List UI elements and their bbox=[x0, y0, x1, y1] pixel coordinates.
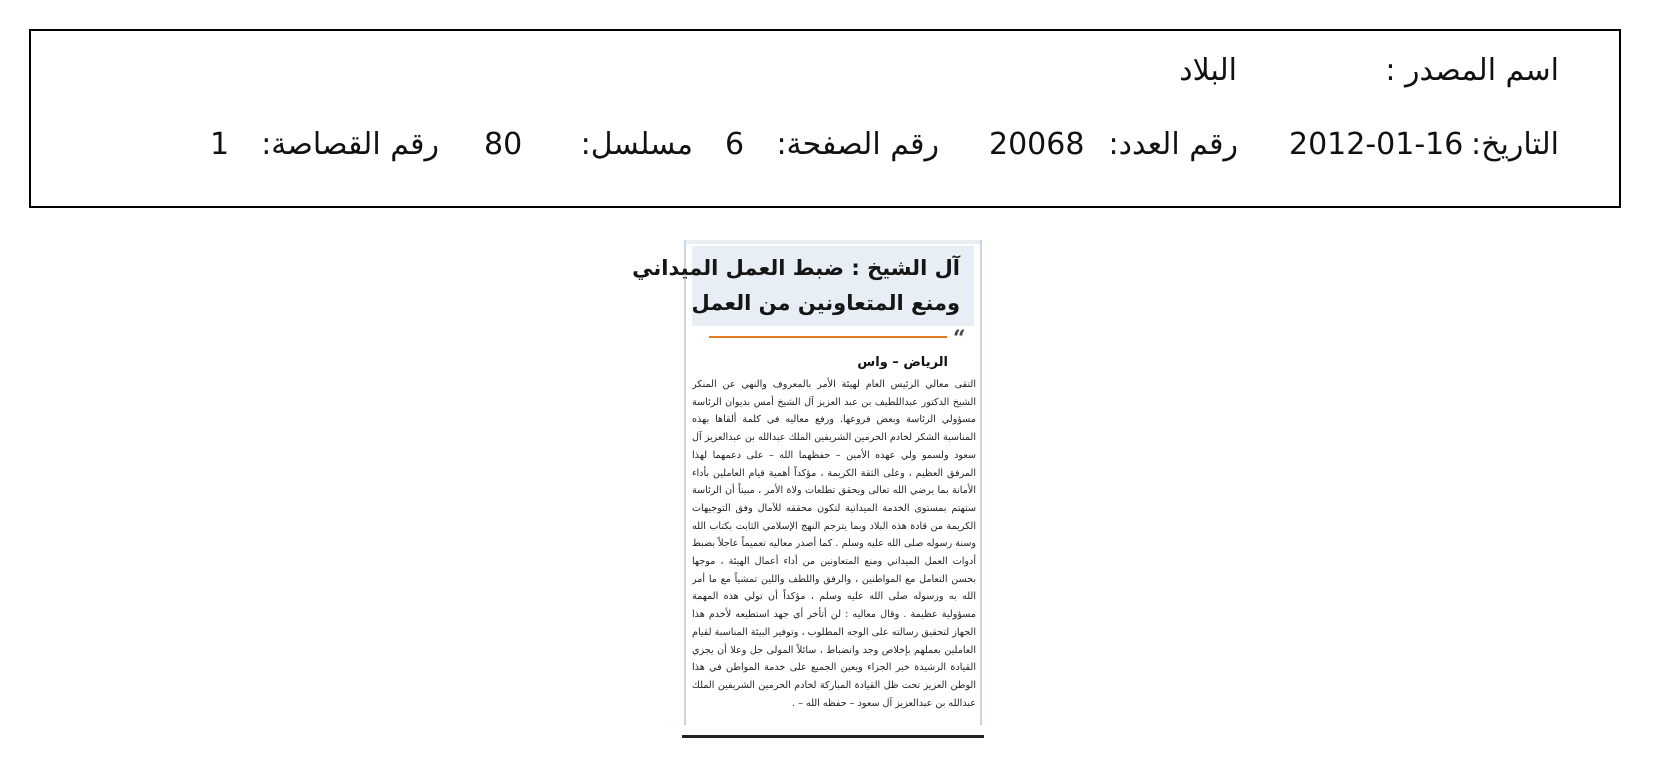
issue-value: 20068 bbox=[989, 127, 1085, 162]
source-label: اسم المصدر : bbox=[1385, 53, 1559, 88]
source-info-box bbox=[29, 29, 1621, 208]
issue-label: رقم العدد: bbox=[1108, 127, 1238, 162]
newspaper-clipping bbox=[632, 240, 982, 725]
accent-rule bbox=[709, 336, 947, 338]
dateline: الرياض – واس bbox=[857, 355, 948, 370]
source-value: البلاد bbox=[1179, 53, 1237, 88]
clipping-top-edge bbox=[686, 240, 980, 244]
page-label: رقم الصفحة: bbox=[776, 127, 939, 162]
article-body: التقى معالي الرئيس العام لهيئة الأمر بالمعروف والنهي عن المنكر الشيخ الدكتور عبداللطيف بن عبد العزيز آل الشيخ أمس بديوان الرئاسة مسؤولي الرئاسة وبعض فروعها. ورفع معاليه في كلمة ألقاها بهذه المناسبة الشكر لخادم الحرمين الشريفين الملك عبدالله بن عبدالعزيز آل سعود ولسمو ولي عهده الأمين – حفظهما الله – على دعمهما لهذا المرفق العظيم ، وعلى الثقة الكريمة ، مؤكداً أهمية قيام العاملين بأداء الأمانة بما يرضي الله تعالى ويحقق تطلعات ولاة الأمر ، مبيناً أن الرئاسة ستهتم بمستوى الخدمة الميدانية لتكون محققه للآمال وفق التوجيهات الكريمة من قادة هذه البلاد وبما يترجم النهج الإسلامي الثابت بكتاب الله وسنة رسوله صلى الله عليه وسلم . كما أصدر معاليه تعميماً عاجلاً بضبط أدوات العمل الميداني ومنع المتعاونين من أداء أعمال الهيئة ، موجها بحسن التعامل مع المواطنين ، والرفق واللطف واللين تمشياً مع ما أمر الله به ورسوله صلى الله عليه وسلم ، مؤكداً أن تولي هذه المهمة مسؤولية عظيمة . وقال معاليه : لن أتأخر أي جهد استطيعه لأخدم هذا الجهاز لتحقيق رسالته على الوجه المطلوب ، وتوفير البيئة المناسبة لقيام العاملين بعملهم بإخلاص وجد وانضباط ، سائلاً المولى جل وعلا أن يجزي القيادة الرشيدة خير الجزاء ويعين الجميع على خدمة المواطن في هذا الوطن العزيز تحت ظل القيادة المباركة لخادم الحرمين الشريفين الملك عبدالله بن عبدالعزيز آل سعود – حفظه الله – . bbox=[692, 379, 976, 709]
headline-line-2: ومنع المتعاونين من العمل bbox=[691, 291, 960, 315]
quote-icon: “ bbox=[953, 326, 966, 352]
headline-panel bbox=[632, 246, 974, 326]
date-label: التاريخ: bbox=[1471, 127, 1559, 162]
headline-line-1: آل الشيخ : ضبط العمل الميداني bbox=[632, 256, 960, 280]
serial-label: مسلسل: bbox=[580, 127, 693, 162]
page-value: 6 bbox=[725, 127, 745, 162]
clipping-bottom-rule bbox=[682, 735, 984, 738]
serial-value: 80 bbox=[484, 127, 523, 162]
clipping-value: 1 bbox=[210, 127, 230, 162]
clipping-label: رقم القصاصة: bbox=[261, 127, 439, 162]
date-value: 2012-01-16 bbox=[1289, 127, 1464, 162]
